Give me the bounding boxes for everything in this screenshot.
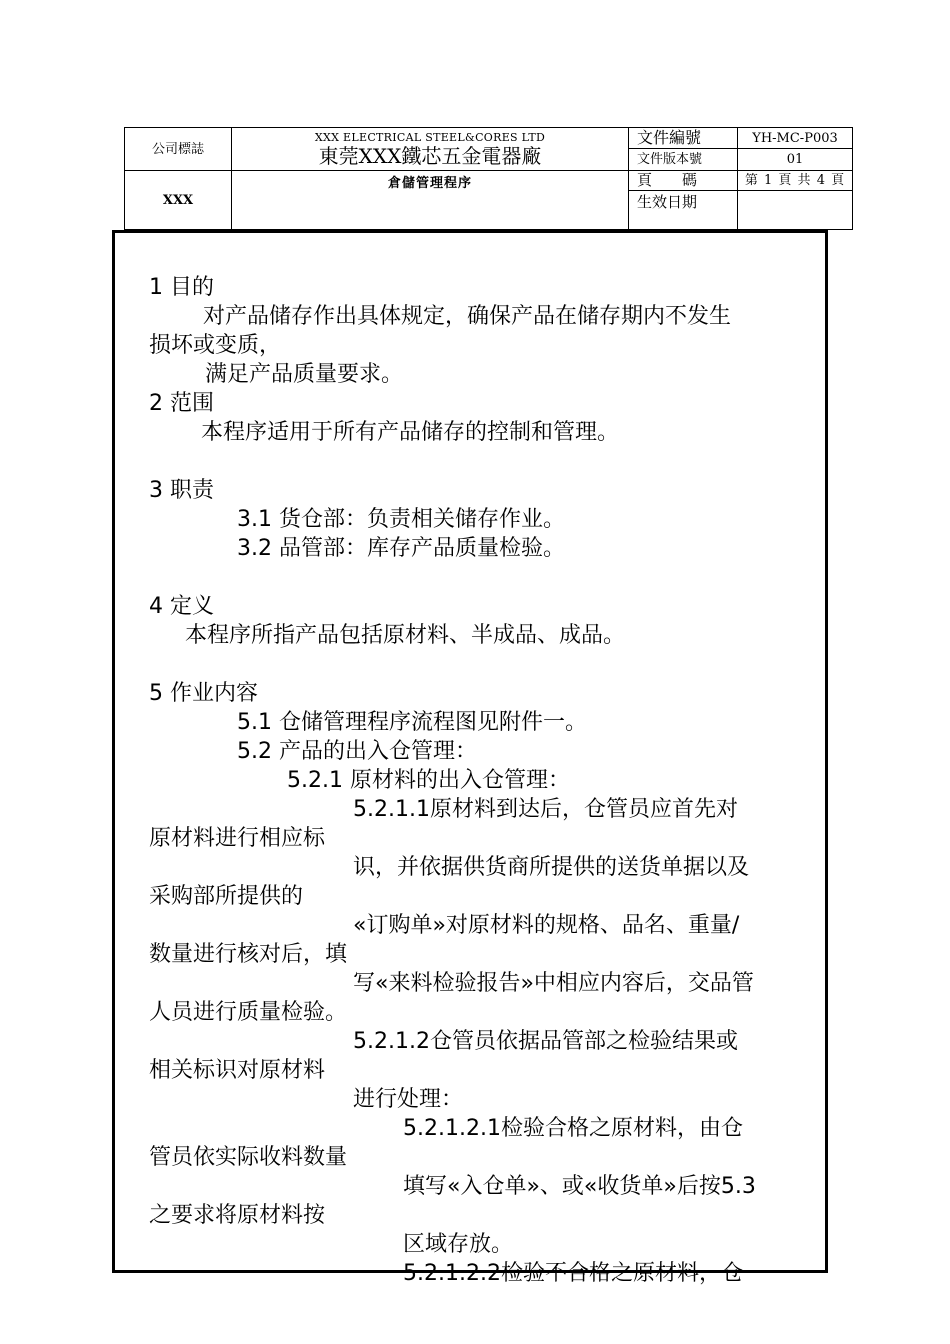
body-line: 5.1 仓储管理程序流程图见附件一。 xyxy=(237,710,587,735)
body-line: 5.2.1 原材料的出入仓管理： xyxy=(287,768,570,793)
body-line: 识，并依据供货商所提供的送货单据以及 xyxy=(353,855,750,880)
body-line: 进行处理： xyxy=(353,1087,464,1112)
body-line: 数量进行核对后，填 xyxy=(149,942,348,967)
section-heading: 3 职责 xyxy=(149,478,214,503)
body-line: 本程序所指产品包括原材料、半成品、成品。 xyxy=(185,623,626,648)
body-line: 损坏或变质， xyxy=(149,333,282,358)
body-line: 填写«入仓单»、或«收货单»后按5.3 xyxy=(403,1174,756,1199)
effective-date-label: 生效日期 xyxy=(629,191,738,230)
section-heading: 4 定义 xyxy=(149,594,214,619)
page-number-value: 第 1 頁 共 4 頁 xyxy=(738,171,853,191)
doc-version-label: 文件版本號 xyxy=(629,149,738,171)
body-line: 人员进行质量检验。 xyxy=(149,1000,348,1025)
body-line: 区域存放。 xyxy=(403,1232,514,1257)
page-number-label: 頁 碼 xyxy=(629,171,738,191)
document-title: 倉儲管理程序 xyxy=(232,171,629,230)
doc-number-label: 文件編號 xyxy=(629,128,738,149)
doc-version-value: 01 xyxy=(738,149,853,171)
body-line: 对产品储存作出具体规定，确保产品在储存期内不发生 xyxy=(203,304,732,329)
body-line: 3.1 货仓部：负责相关储存作业。 xyxy=(237,507,565,532)
section-heading: 2 范围 xyxy=(149,391,214,416)
section-heading: 5 作业内容 xyxy=(149,681,258,706)
company-name-cell xyxy=(232,128,629,171)
body-line: 满足产品质量要求。 xyxy=(205,362,404,387)
document-header-table xyxy=(124,127,853,230)
body-line: 5.2.1.2.1检验合格之原材料，由仓 xyxy=(403,1116,743,1141)
body-line: 管员依实际收料数量 xyxy=(149,1145,348,1170)
effective-date-value xyxy=(738,191,853,230)
body-line: 5.2.1.2仓管员依据品管部之检验结果或 xyxy=(353,1029,738,1054)
body-line-cut-off: 5.2.1.2.2检验不合格之原材料，仓 xyxy=(403,1261,743,1286)
doc-number-value: YH-MC-P003 xyxy=(738,128,853,149)
body-line: 之要求将原材料按 xyxy=(149,1203,326,1228)
body-line: «订购单»对原材料的规格、品名、重量/ xyxy=(353,913,740,938)
body-line: 原材料进行相应标 xyxy=(149,826,326,851)
company-code: XXX xyxy=(125,171,232,230)
body-line: 5.2 产品的出入仓管理： xyxy=(237,739,477,764)
company-name-cn: 東莞XXX鐵芯五金電器廠 xyxy=(318,144,542,168)
body-line: 3.2 品管部：库存产品质量检验。 xyxy=(237,536,565,561)
body-line: 本程序适用于所有产品储存的控制和管理。 xyxy=(201,420,620,445)
company-logo-placeholder: 公司標誌 xyxy=(125,128,232,171)
body-line: 相关标识对原材料 xyxy=(149,1058,326,1083)
body-line: 写«来料检验报告»中相应内容后，交品管 xyxy=(353,971,754,996)
body-line: 5.2.1.1原材料到达后，仓管员应首先对 xyxy=(353,797,738,822)
company-name-en: XXX ELECTRICAL STEEL&CORES LTD xyxy=(314,131,546,144)
document-body-frame xyxy=(112,230,828,1286)
section-heading: 1 目的 xyxy=(149,275,214,300)
body-line: 采购部所提供的 xyxy=(149,884,304,909)
